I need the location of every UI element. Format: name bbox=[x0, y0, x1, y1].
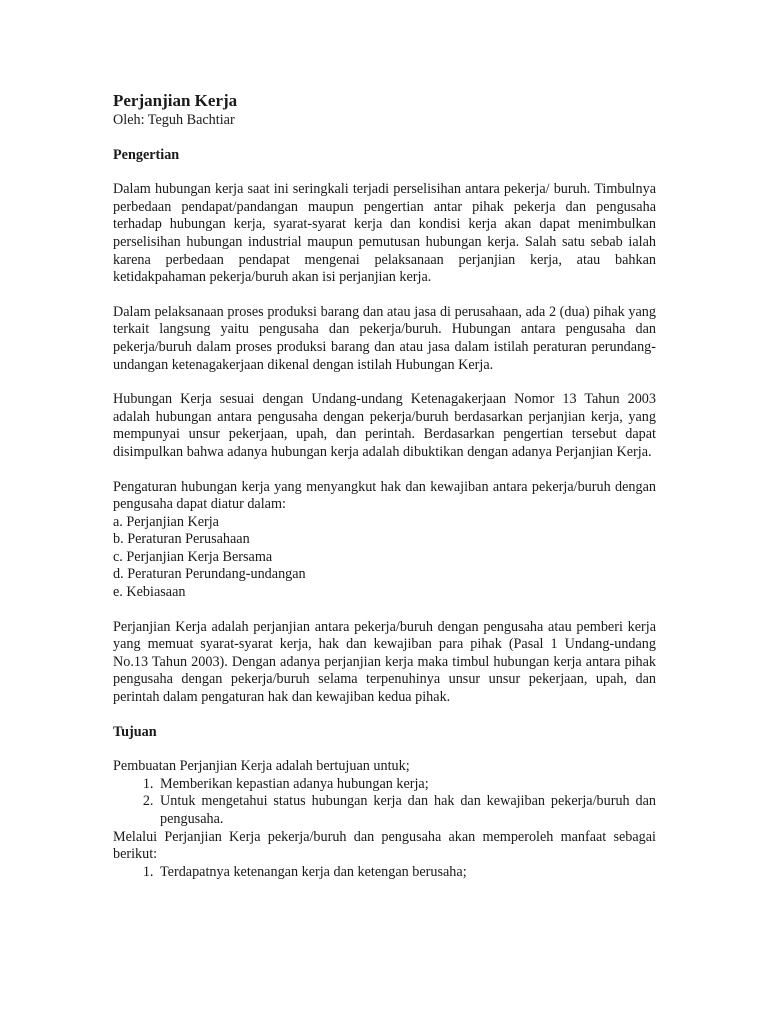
section-heading-tujuan: Tujuan bbox=[113, 723, 157, 740]
paragraph: Perjanjian Kerja adalah perjanjian antara pekerja/buruh dengan pengusaha atau pemberi kerja yang memuat syarat-syarat kerja, hak dan kewajiban para pihak (Pasal 1 Undang-undang No.13 Tahun 2003). Dengan adanya perjanjian kerja maka timbul hubungan kerja antara pihak pengusaha dengan pekerja/buruh selama terpenuhinya unsur unsur pekerjaan, upah, dan perintah dalam pengaturan hak dan kewajiban kedua pihak. bbox=[113, 618, 656, 706]
list-item: e. Kebiasaan bbox=[113, 584, 186, 601]
benefit-list bbox=[113, 864, 656, 882]
document-author: Oleh: Teguh Bachtiar bbox=[113, 112, 235, 128]
benefit-intro: Melalui Perjanjian Kerja pekerja/buruh dan pengusaha akan memperoleh manfaat sebagai berikut: bbox=[113, 828, 656, 863]
list-item: 1. Memberikan kepastian adanya hubungan kerja; bbox=[157, 776, 656, 794]
list-item: d. Peraturan Perundang-undangan bbox=[113, 566, 306, 583]
purpose-list bbox=[113, 776, 656, 829]
purpose-intro: Pembuatan Perjanjian Kerja adalah bertujuan untuk; bbox=[113, 758, 410, 775]
document-page bbox=[113, 90, 656, 881]
list-item: a. Perjanjian Kerja bbox=[113, 513, 219, 530]
paragraph: Dalam pelaksanaan proses produksi barang dan atau jasa di perusahaan, ada 2 (dua) pihak yang terkait langsung yaitu pengusaha dan pekerja/buruh. Hubungan antara pengusaha dan pekerja/buruh dalam proses produksi barang dan atau jasa dalam istilah peraturan perundang-undangan ketenagakerjaan dikenal dengan istilah Hubungan Kerja. bbox=[113, 303, 656, 373]
regulation-list bbox=[113, 514, 656, 602]
list-item: 1. Terdapatnya ketenangan kerja dan ketengan berusaha; bbox=[157, 864, 656, 882]
paragraph: Hubungan Kerja sesuai dengan Undang-undang Ketenagakerjaan Nomor 13 Tahun 2003 adalah hubungan antara pengusaha dengan pekerja/buruh berdasarkan perjanjian kerja, yang mempunyai unsur pekerjaan, upah, dan perintah. Berdasarkan pengertian tersebut dapat disimpulkan bahwa adanya hubungan kerja adalah dibuktikan dengan adanya Perjanjian Kerja. bbox=[113, 391, 656, 460]
list-item: b. Peraturan Perusahaan bbox=[113, 531, 250, 548]
section-heading-pengertian: Pengertian bbox=[113, 146, 180, 163]
paragraph: Pengaturan hubungan kerja yang menyangkut hak dan kewajiban antara pekerja/buruh dengan pengusaha dapat diatur dalam: bbox=[113, 478, 656, 513]
list-item: c. Perjanjian Kerja Bersama bbox=[113, 548, 273, 565]
list-item: 2. Untuk mengetahui status hubungan kerja dan hak dan kewajiban pekerja/buruh dan pengusaha. bbox=[157, 793, 656, 828]
paragraph: Dalam hubungan kerja saat ini seringkali terjadi perselisihan antara pekerja/ buruh. Timbulnya perbedaan pendapat/pandangan maupun pengertian antar pihak pekerja dan pengusaha terhadap hubungan kerja, syarat-syarat kerja dan kondisi kerja akan dapat menimbulkan perselisihan hubungan industrial maupun pemutusan hubungan kerja. Salah satu sebab ialah karena perbedaan pendapat mengenai pelaksanaan perjanjian kerja, atau bahkan ketidakpahaman pekerja/buruh akan isi perjanjian kerja. bbox=[113, 181, 656, 286]
document-title: Perjanjian Kerja bbox=[113, 91, 238, 110]
